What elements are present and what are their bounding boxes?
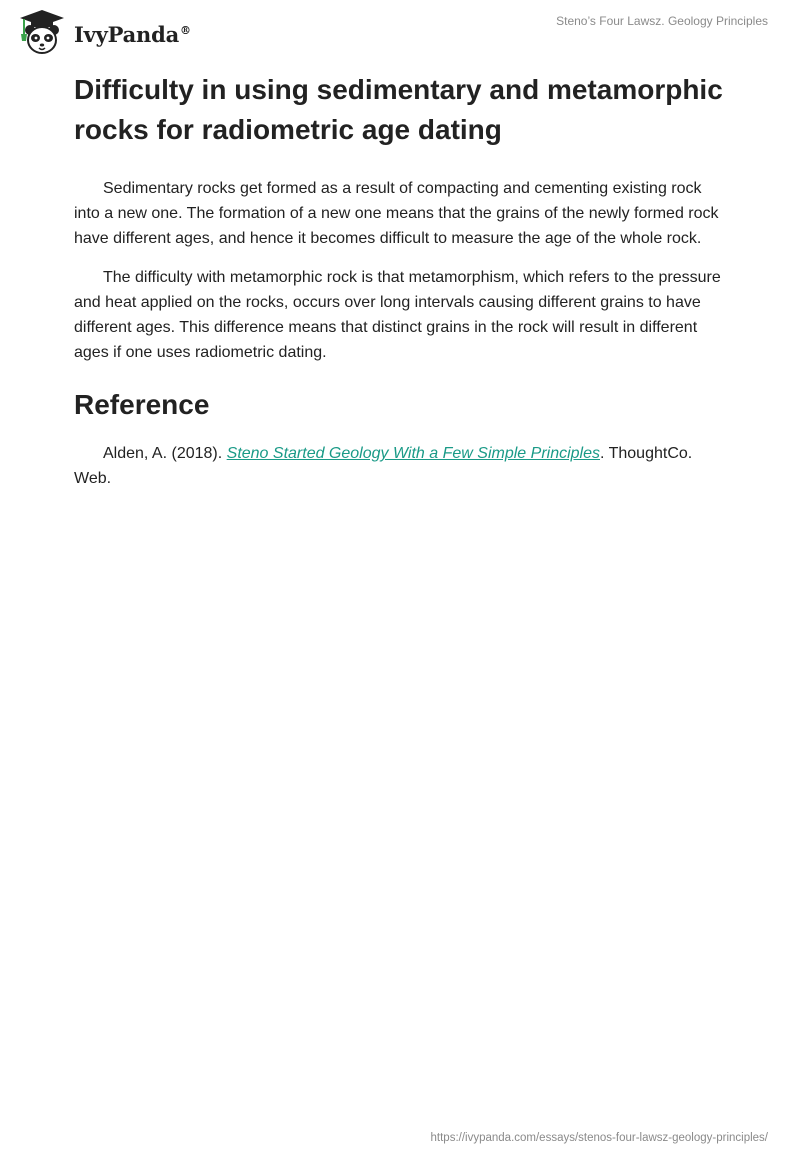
panda-graduate-icon bbox=[14, 8, 70, 56]
reference-link[interactable]: Steno Started Geology With a Few Simple Principles bbox=[226, 445, 600, 462]
logo-wordmark: IvyPanda® bbox=[74, 21, 191, 47]
ivypanda-logo[interactable] bbox=[14, 8, 191, 56]
reference-heading: Reference bbox=[74, 389, 210, 420]
paragraph-metamorphic: The difficulty with metamorphic rock is that metamorphism, which refers to the pressure and heat applied on the rocks, occurs over long intervals causing different grains to have different ages. This difference means that distinct grains in the rock will result in different ages if one uses radiometric dating. bbox=[74, 269, 721, 361]
footer-url: https://ivypanda.com/essays/stenos-four-lawsz-geology-principles/ bbox=[430, 1132, 768, 1144]
page-header bbox=[0, 0, 800, 60]
paragraph-sedimentary: Sedimentary rocks get formed as a result of compacting and cementing existing rock into a new one. The formation of a new one means that the grains of the newly formed rock have different ages, and hence it becomes difficult to measure the age of the whole rock. bbox=[74, 180, 719, 247]
registered-mark: ® bbox=[180, 23, 191, 37]
main-content bbox=[74, 70, 726, 505]
reference-prefix: Alden, A. (2018). bbox=[103, 445, 227, 462]
document-title: Steno’s Four Lawsz. Geology Principles bbox=[556, 14, 768, 28]
reference-suffix: . ThoughtCo. Web. bbox=[74, 445, 693, 487]
section-heading: Difficulty in using sedimentary and metamorphic rocks for radiometric age dating bbox=[74, 74, 723, 145]
reference-entry bbox=[74, 441, 726, 491]
